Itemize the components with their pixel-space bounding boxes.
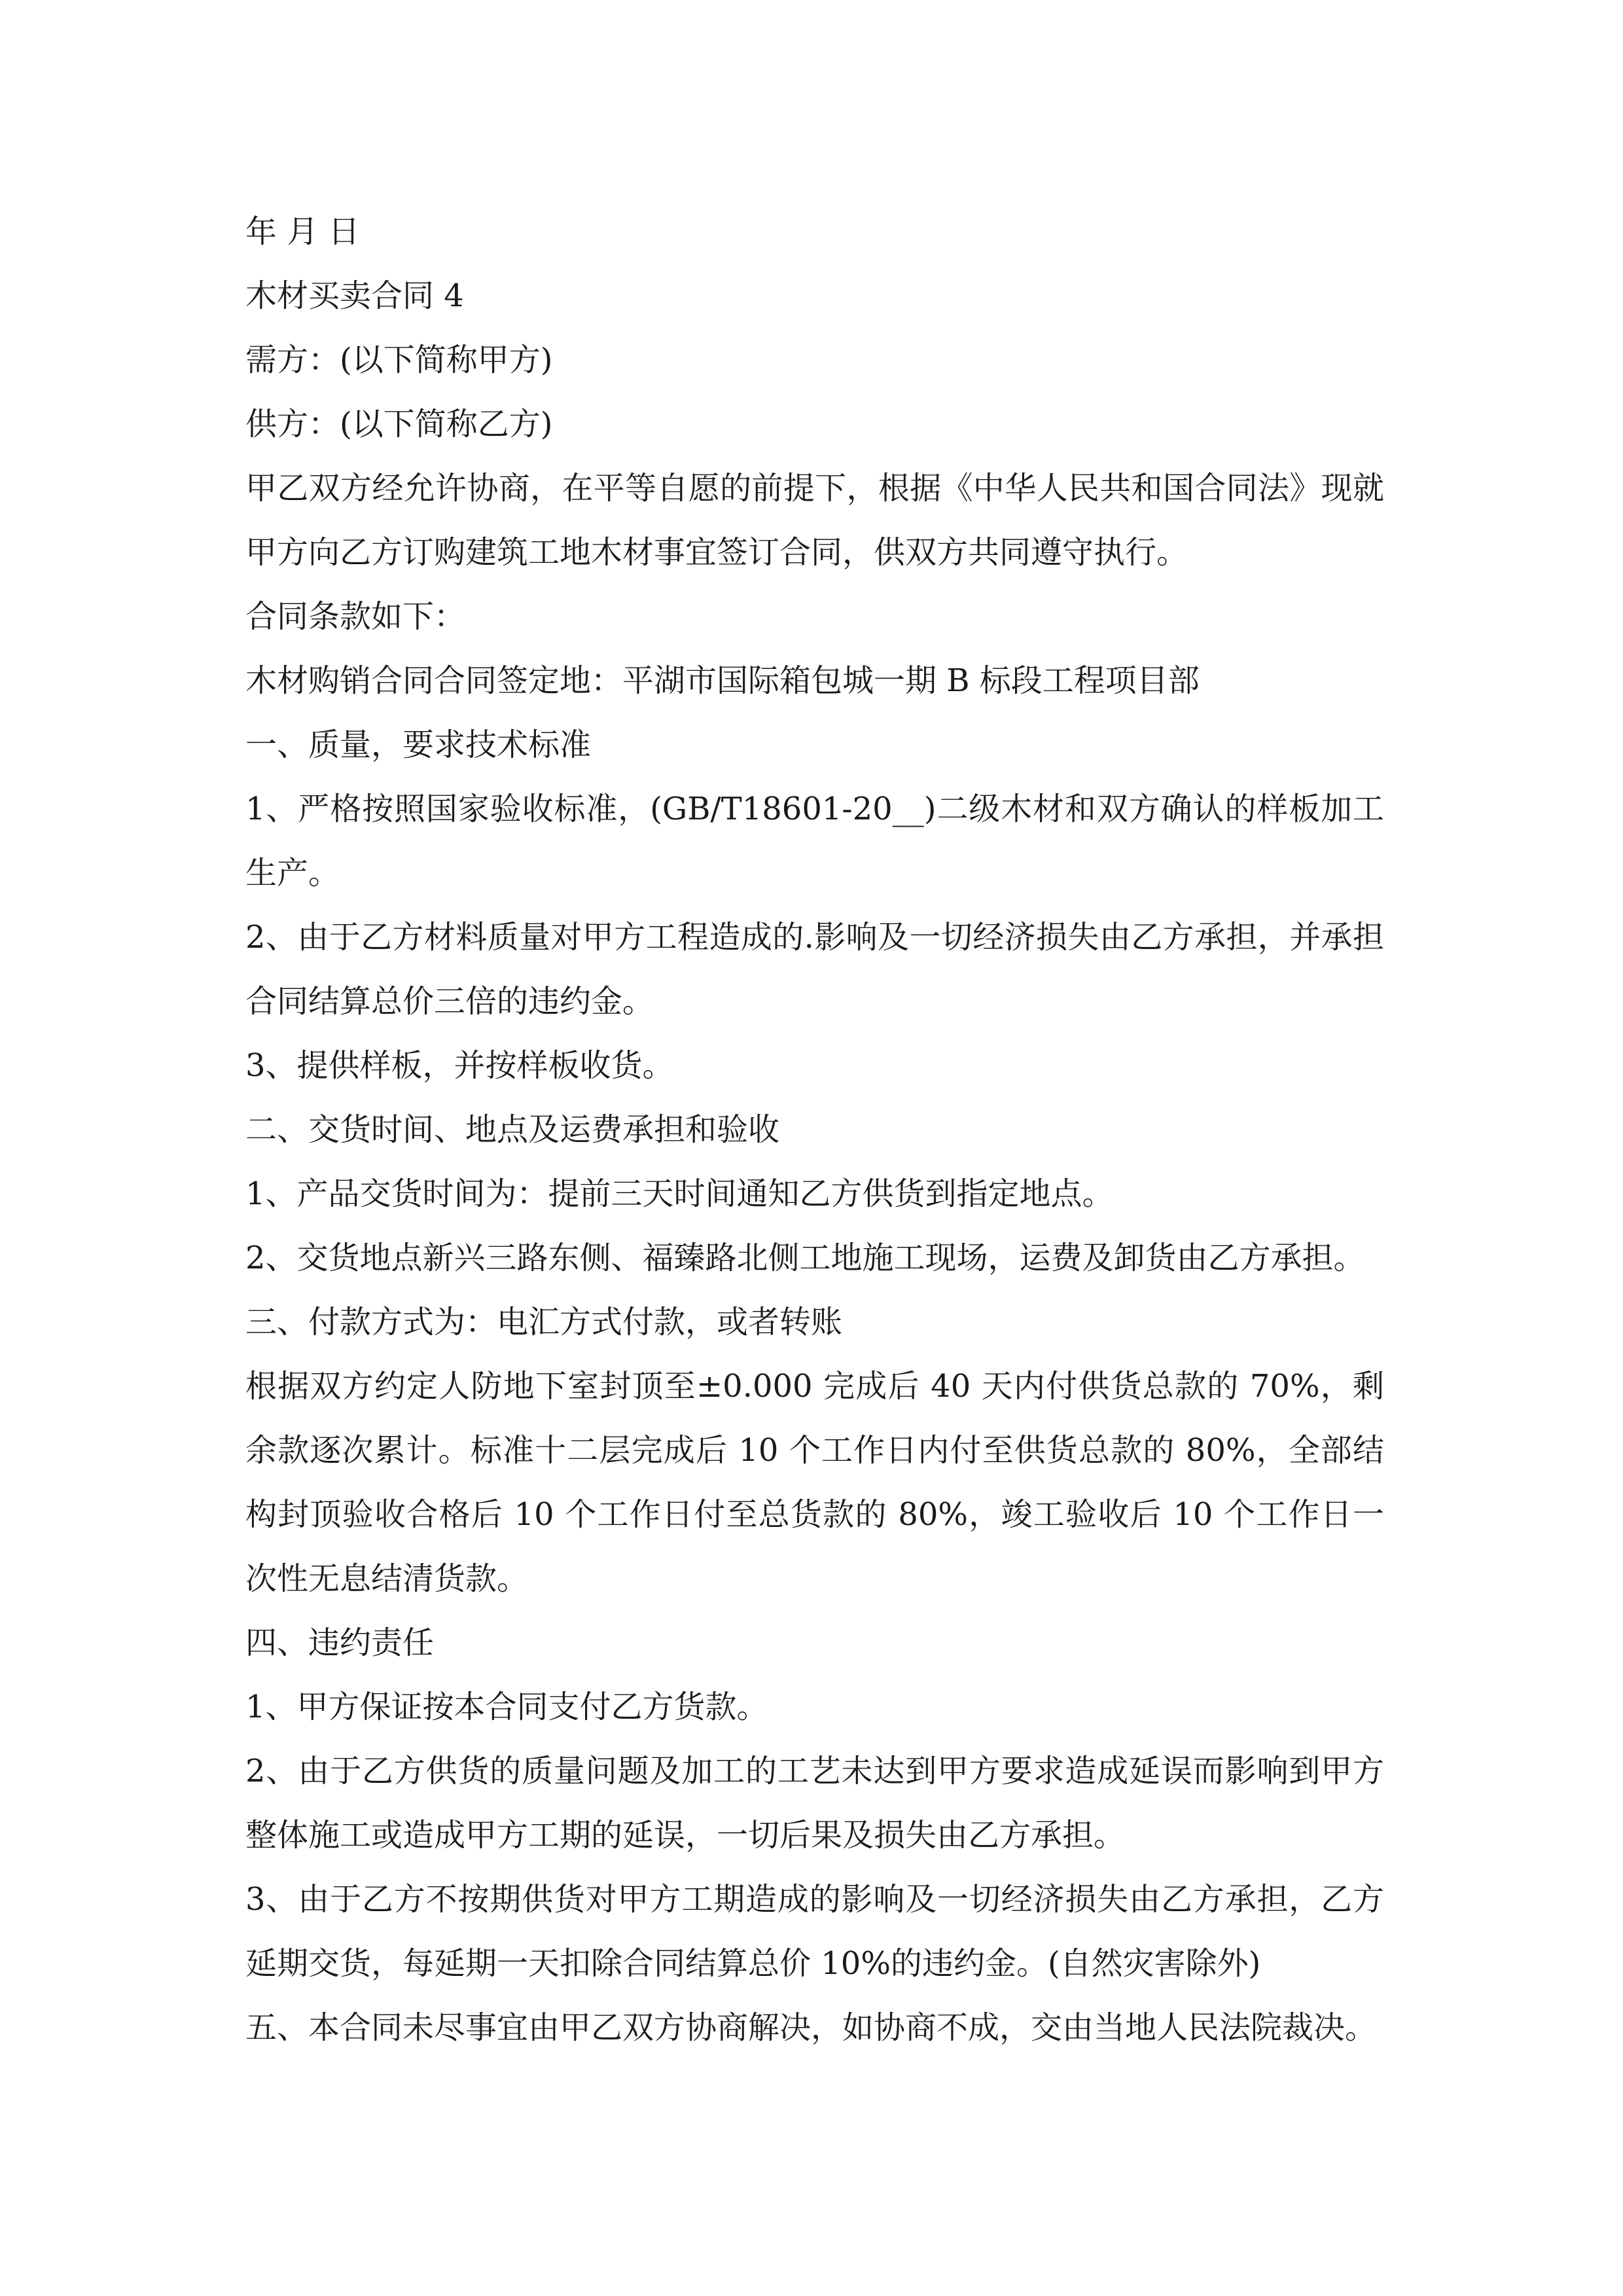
section-4-heading: 四、违约责任 [245,1624,435,1661]
section-5: 五、本合同未尽事宜由甲乙双方协商解决，如协商不成，交由当地人民法院裁决。 [245,2009,1377,2046]
section-4-item-3: 3、由于乙方不按期供货对甲方工期造成的影响及一切经济损失由乙方承担，乙方延期交货，每延期一天扣除合同结算总价 10%的违约金。(自然灾害除外) [245,1881,1384,1982]
section-1-item-3: 3、提供样板，并按样板收货。 [245,1047,674,1084]
section-3-heading: 三、付款方式为：电汇方式付款，或者转账 [245,1304,843,1340]
section-1-heading: 一、质量，要求技术标准 [245,726,592,763]
supplier-line: 供方：(以下简称乙方) [245,406,553,442]
section-3-body: 根据双方约定人防地下室封顶至±0.000 完成后 40 天内付供货总款的 70%，剩余款逐次累计。标准十二层完成后 10 个工作日内付至供货总款的 80%，全部结构封顶验收合格后 10 个工作日付至总货款的 80%，竣工验收后 10 个工作日一次性无息结清货款。 [245,1368,1384,1597]
document-body [245,200,1384,2060]
section-2-item-2: 2、交货地点新兴三路东侧、福臻路北侧工地施工现场，运费及卸货由乙方承担。 [245,1240,1365,1276]
section-2-heading: 二、交货时间、地点及运费承担和验收 [245,1111,780,1148]
section-2-item-1: 1、产品交货时间为：提前三天时间通知乙方供货到指定地点。 [245,1175,1114,1212]
date-line: 年 月 日 [245,213,360,250]
contract-title: 木材买卖合同 4 [245,278,464,314]
section-4-item-2: 2、由于乙方供货的质量问题及加工的工艺未达到甲方要求造成延误而影响到甲方整体施工或造成甲方工期的延误，一切后果及损失由乙方承担。 [245,1753,1384,1854]
buyer-line: 需方：(以下简称甲方) [245,342,553,378]
signing-place: 木材购销合同合同签定地：平湖市国际箱包城一期 B 标段工程项目部 [245,662,1200,699]
section-1-item-2: 2、由于乙方材料质量对甲方工程造成的.影响及一切经济损失由乙方承担，并承担合同结算总价三倍的违约金。 [245,919,1384,1020]
intro-paragraph: 甲乙双方经允许协商，在平等自愿的前提下，根据《中华人民共和国合同法》现就甲方向乙方订购建筑工地木材事宜签订合同，供双方共同遵守执行。 [245,470,1384,571]
section-4-item-1: 1、甲方保证按本合同支付乙方货款。 [245,1689,768,1725]
terms-heading: 合同条款如下： [245,598,466,635]
section-1-item-1: 1、严格按照国家验收标准，(GB/T18601-20__)二级木材和双方确认的样板加工生产。 [245,791,1384,891]
